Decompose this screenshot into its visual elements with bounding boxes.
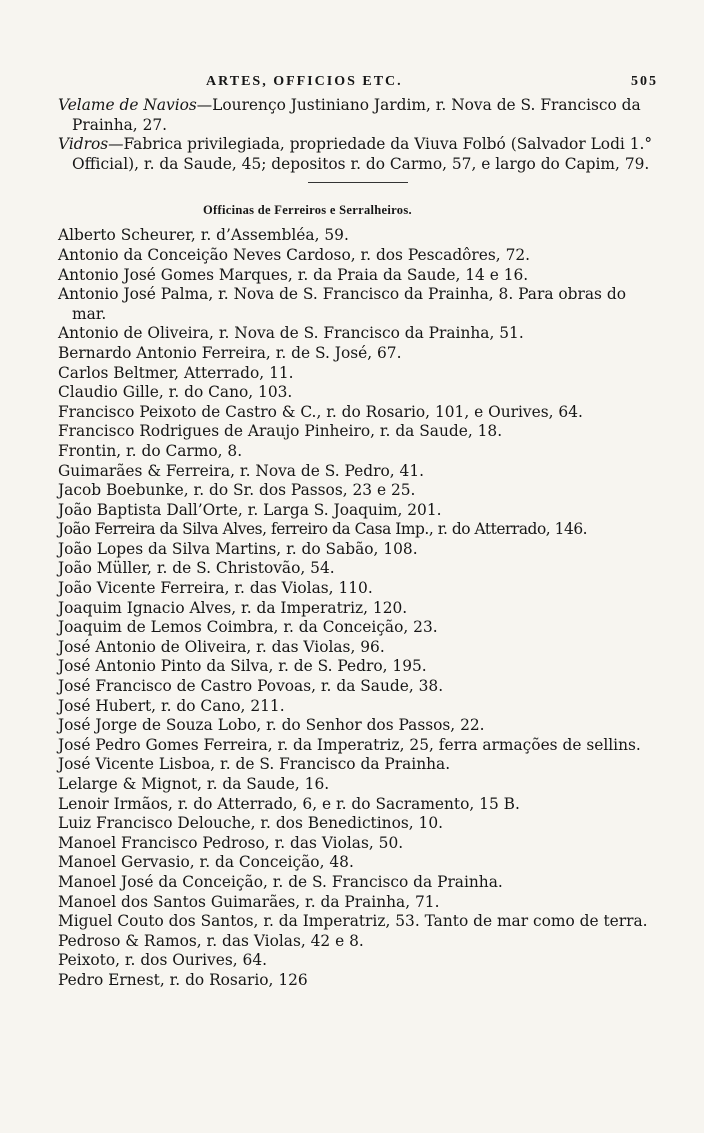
list-item: Manoel dos Santos Guimarães, r. da Prainha, 71. xyxy=(58,892,440,911)
list-item: Francisco Rodrigues de Araujo Pinheiro, r. da Saude, 18. xyxy=(58,422,503,441)
list-item: Jacob Boebunke, r. do Sr. dos Passos, 23 e 25. xyxy=(58,481,416,500)
entry-velame xyxy=(58,96,664,135)
list-item: Peixoto, r. dos Ourives, 64. xyxy=(58,951,268,970)
entry-lead: Vidros xyxy=(58,135,109,154)
entry-vidros xyxy=(58,135,664,174)
list-item: Miguel Couto dos Santos, r. da Imperatriz, 53. Tanto de mar como de terra. xyxy=(58,912,648,931)
list-item: Antonio José Palma, r. Nova de S. Francisco da Prainha, 8. Para obras do mar. xyxy=(58,285,626,323)
list-item: Pedroso & Ramos, r. das Violas, 42 e 8. xyxy=(58,931,364,950)
list-item: João Lopes da Silva Martins, r. do Sabão, 108. xyxy=(58,539,418,558)
list-item: João Müller, r. de S. Christovão, 54. xyxy=(58,559,335,578)
list-item: Manoel Gervasio, r. da Conceição, 48. xyxy=(58,853,354,872)
list-item: Bernardo Antonio Ferreira, r. de S. José, 67. xyxy=(58,343,402,362)
list-item: Manoel José da Conceição, r. de S. Francisco da Prainha. xyxy=(58,872,503,891)
list-item: Alberto Scheurer, r. d’Assembléa, 59. xyxy=(58,226,349,245)
list-item: José Pedro Gomes Ferreira, r. da Imperatriz, 25, ferra armações de sellins. xyxy=(58,735,641,754)
list-item: Luiz Francisco Delouche, r. dos Benedictinos, 10. xyxy=(58,814,444,833)
page-number: 505 xyxy=(631,74,658,89)
list-item: Claudio Gille, r. do Cano, 103. xyxy=(58,383,293,402)
list-item: Joaquim de Lemos Coimbra, r. da Conceição, 23. xyxy=(58,618,438,637)
list-item: João Vicente Ferreira, r. das Violas, 110. xyxy=(58,579,373,598)
list-item: José Hubert, r. do Cano, 211. xyxy=(58,696,285,715)
list-item: Lenoir Irmãos, r. do Atterrado, 6, e r. do Sacramento, 15 B. xyxy=(58,794,520,813)
list-item: José Vicente Lisboa, r. de S. Francisco da Prainha. xyxy=(58,755,451,774)
running-title: ARTES, OFFICIOS ETC. xyxy=(206,74,403,89)
list-item: José Jorge de Souza Lobo, r. do Senhor dos Passos, 22. xyxy=(58,716,485,735)
list-item: Guimarães & Ferreira, r. Nova de S. Pedro, 41. xyxy=(58,461,425,480)
list-item: Pedro Ernest, r. do Rosario, 126 xyxy=(58,970,308,989)
list-item: Joaquim Ignacio Alves, r. da Imperatriz, 120. xyxy=(58,598,408,617)
list-item: Francisco Peixoto de Castro & C., r. do Rosario, 101, e Ourives, 64. xyxy=(58,402,583,421)
entry-text: —Lourenço Justiniano Jardim, r. Nova de S. Francisco da Prainha, 27. xyxy=(72,96,641,134)
page-header xyxy=(58,74,664,96)
divider-rule xyxy=(308,182,408,183)
list-item: José Antonio Pinto da Silva, r. de S. Pedro, 195. xyxy=(58,657,427,676)
entry-list xyxy=(58,226,664,990)
list-item: João Baptista Dall’Orte, r. Larga S. Joaquim, 201. xyxy=(58,500,442,519)
section-title: Officinas de Ferreiros e Serralheiros. xyxy=(203,203,412,218)
list-item: João Ferreira da Silva Alves, ferreiro da Casa Imp., r. do Atterrado, 146. xyxy=(58,520,588,539)
entry-lead: Velame de Navios xyxy=(58,96,197,114)
list-item: Frontin, r. do Carmo, 8. xyxy=(58,441,243,460)
list-item: Antonio da Conceição Neves Cardoso, r. dos Pescadôres, 72. xyxy=(58,245,531,264)
list-item: José Antonio de Oliveira, r. das Violas, 96. xyxy=(58,637,385,656)
list-item: Manoel Francisco Pedroso, r. das Violas, 50. xyxy=(58,833,404,852)
entry-text: —Fabrica privilegiada, propriedade da Viuva Folbó (Salvador Lodi 1.° Official), r. da Saude, 45; depositos r. do Carmo, 57, e largo do Capim, 79. xyxy=(72,135,653,173)
list-item: José Francisco de Castro Povoas, r. da Saude, 38. xyxy=(58,677,444,696)
top-entries xyxy=(58,96,664,174)
list-item: Lelarge & Mignot, r. da Saude, 16. xyxy=(58,775,330,793)
list-item: Antonio de Oliveira, r. Nova de S. Francisco da Prainha, 51. xyxy=(58,324,524,343)
list-item: Carlos Beltmer, Atterrado, 11. xyxy=(58,363,294,382)
list-item: Antonio José Gomes Marques, r. da Praia da Saude, 14 e 16. xyxy=(58,265,529,284)
